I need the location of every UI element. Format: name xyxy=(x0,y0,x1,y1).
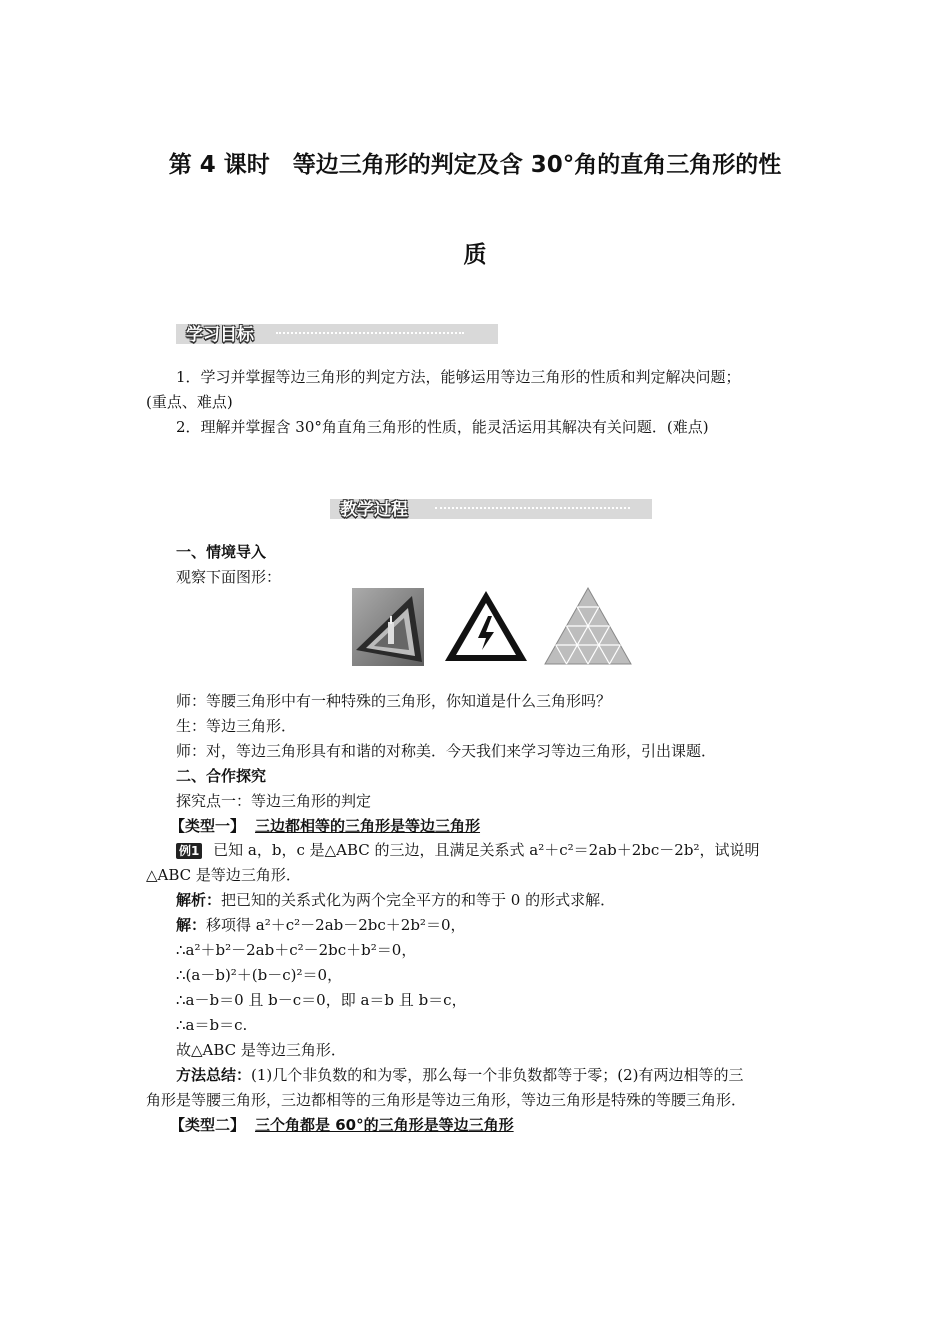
summary-label: 方法总结： xyxy=(176,1066,252,1084)
solution-line-6: 故△ABC 是等边三角形． xyxy=(176,1041,346,1059)
type1-text: 三边都相等的三角形是等边三角形 xyxy=(255,817,481,835)
example1-line2: △ABC 是等边三角形． xyxy=(146,866,301,884)
banner-dots xyxy=(276,332,464,337)
analysis-line xyxy=(176,890,615,910)
solution-label: 解： xyxy=(176,916,207,934)
type1-tag: 【类型一】 xyxy=(170,817,246,835)
type2-line xyxy=(170,1115,514,1135)
high-voltage-warning-sign-icon xyxy=(442,588,530,664)
section-label-process: 教学过程 xyxy=(340,500,408,520)
solution-line-4: ∴a－b＝0 且 b－c＝0，即 a＝b 且 b＝c， xyxy=(176,991,467,1009)
dialogue-teacher-2: 师：对，等边三角形具有和谐的对称美．今天我们来学习等边三角形，引出课题． xyxy=(176,742,717,760)
dialogue-student-1: 生：等边三角形． xyxy=(176,717,297,735)
example1-text-1: 已知 a，b，c 是△ABC 的三边，且满足关系式 a²＋c²＝2ab＋2bc－2b²，试说明 xyxy=(213,841,760,859)
solution-line-5: ∴a＝b＝c. xyxy=(176,1016,248,1034)
page-title-line1: 第 4 课时 等边三角形的判定及含 30°角的直角三角形的性 xyxy=(168,152,782,178)
goal-1-cont: (重点、难点) xyxy=(146,393,233,411)
solution-line-1 xyxy=(176,915,466,935)
section-banner-goals xyxy=(176,324,498,344)
analysis-label: 解析： xyxy=(176,891,222,909)
observe-text: 观察下面图形： xyxy=(176,568,282,586)
solution-line-3: ∴(a－b)²＋(b－c)²＝0， xyxy=(176,966,343,984)
goal-2: 2．理解并掌握含 30°角直角三角形的性质，能灵活运用其解决有关问题．(难点) xyxy=(176,418,709,436)
goal-1: 1．学习并掌握等边三角形的判定方法，能够运用等边三角形的性质和判定解决问题； xyxy=(176,368,741,386)
solution-line-2: ∴a²＋b²－2ab＋c²－2bc＋b²＝0， xyxy=(176,941,417,959)
exploration-point-1: 探究点一：等边三角形的判定 xyxy=(176,792,372,810)
type1-line xyxy=(170,816,480,836)
type2-tag: 【类型二】 xyxy=(170,1116,246,1134)
example-badge: 例1 xyxy=(176,843,202,859)
page-title-line2: 质 xyxy=(463,242,487,268)
type2-text: 三个角都是 60°的三角形是等边三角形 xyxy=(255,1116,514,1134)
solution-text: 移项得 a²＋c²－2ab－2bc＋2b²＝0， xyxy=(206,916,466,934)
dialogue-teacher-1: 师：等腰三角形中有一种特殊的三角形，你知道是什么三角形吗？ xyxy=(176,692,612,710)
section-banner-process xyxy=(330,499,652,519)
summary-text-1: (1)几个非负数的和为零，那么每一个非负数都等于零；(2)有两边相等的三 xyxy=(251,1066,744,1084)
banner-dots xyxy=(435,507,630,512)
example1-line1 xyxy=(176,840,759,860)
part1-heading: 一、情境导入 xyxy=(176,543,267,561)
analysis-text: 把已知的关系式化为两个完全平方的和等于 0 的形式求解． xyxy=(221,891,616,909)
triangle-grid-pattern-icon xyxy=(543,586,633,666)
section-label-goals: 学习目标 xyxy=(186,325,254,345)
triangle-frame-photo-icon xyxy=(352,588,424,666)
summary-line1 xyxy=(176,1065,744,1085)
summary-line2: 角形是等腰三角形，三边都相等的三角形是等边三角形，等边三角形是特殊的等腰三角形． xyxy=(146,1091,747,1109)
part2-heading: 二、合作探究 xyxy=(176,767,267,785)
